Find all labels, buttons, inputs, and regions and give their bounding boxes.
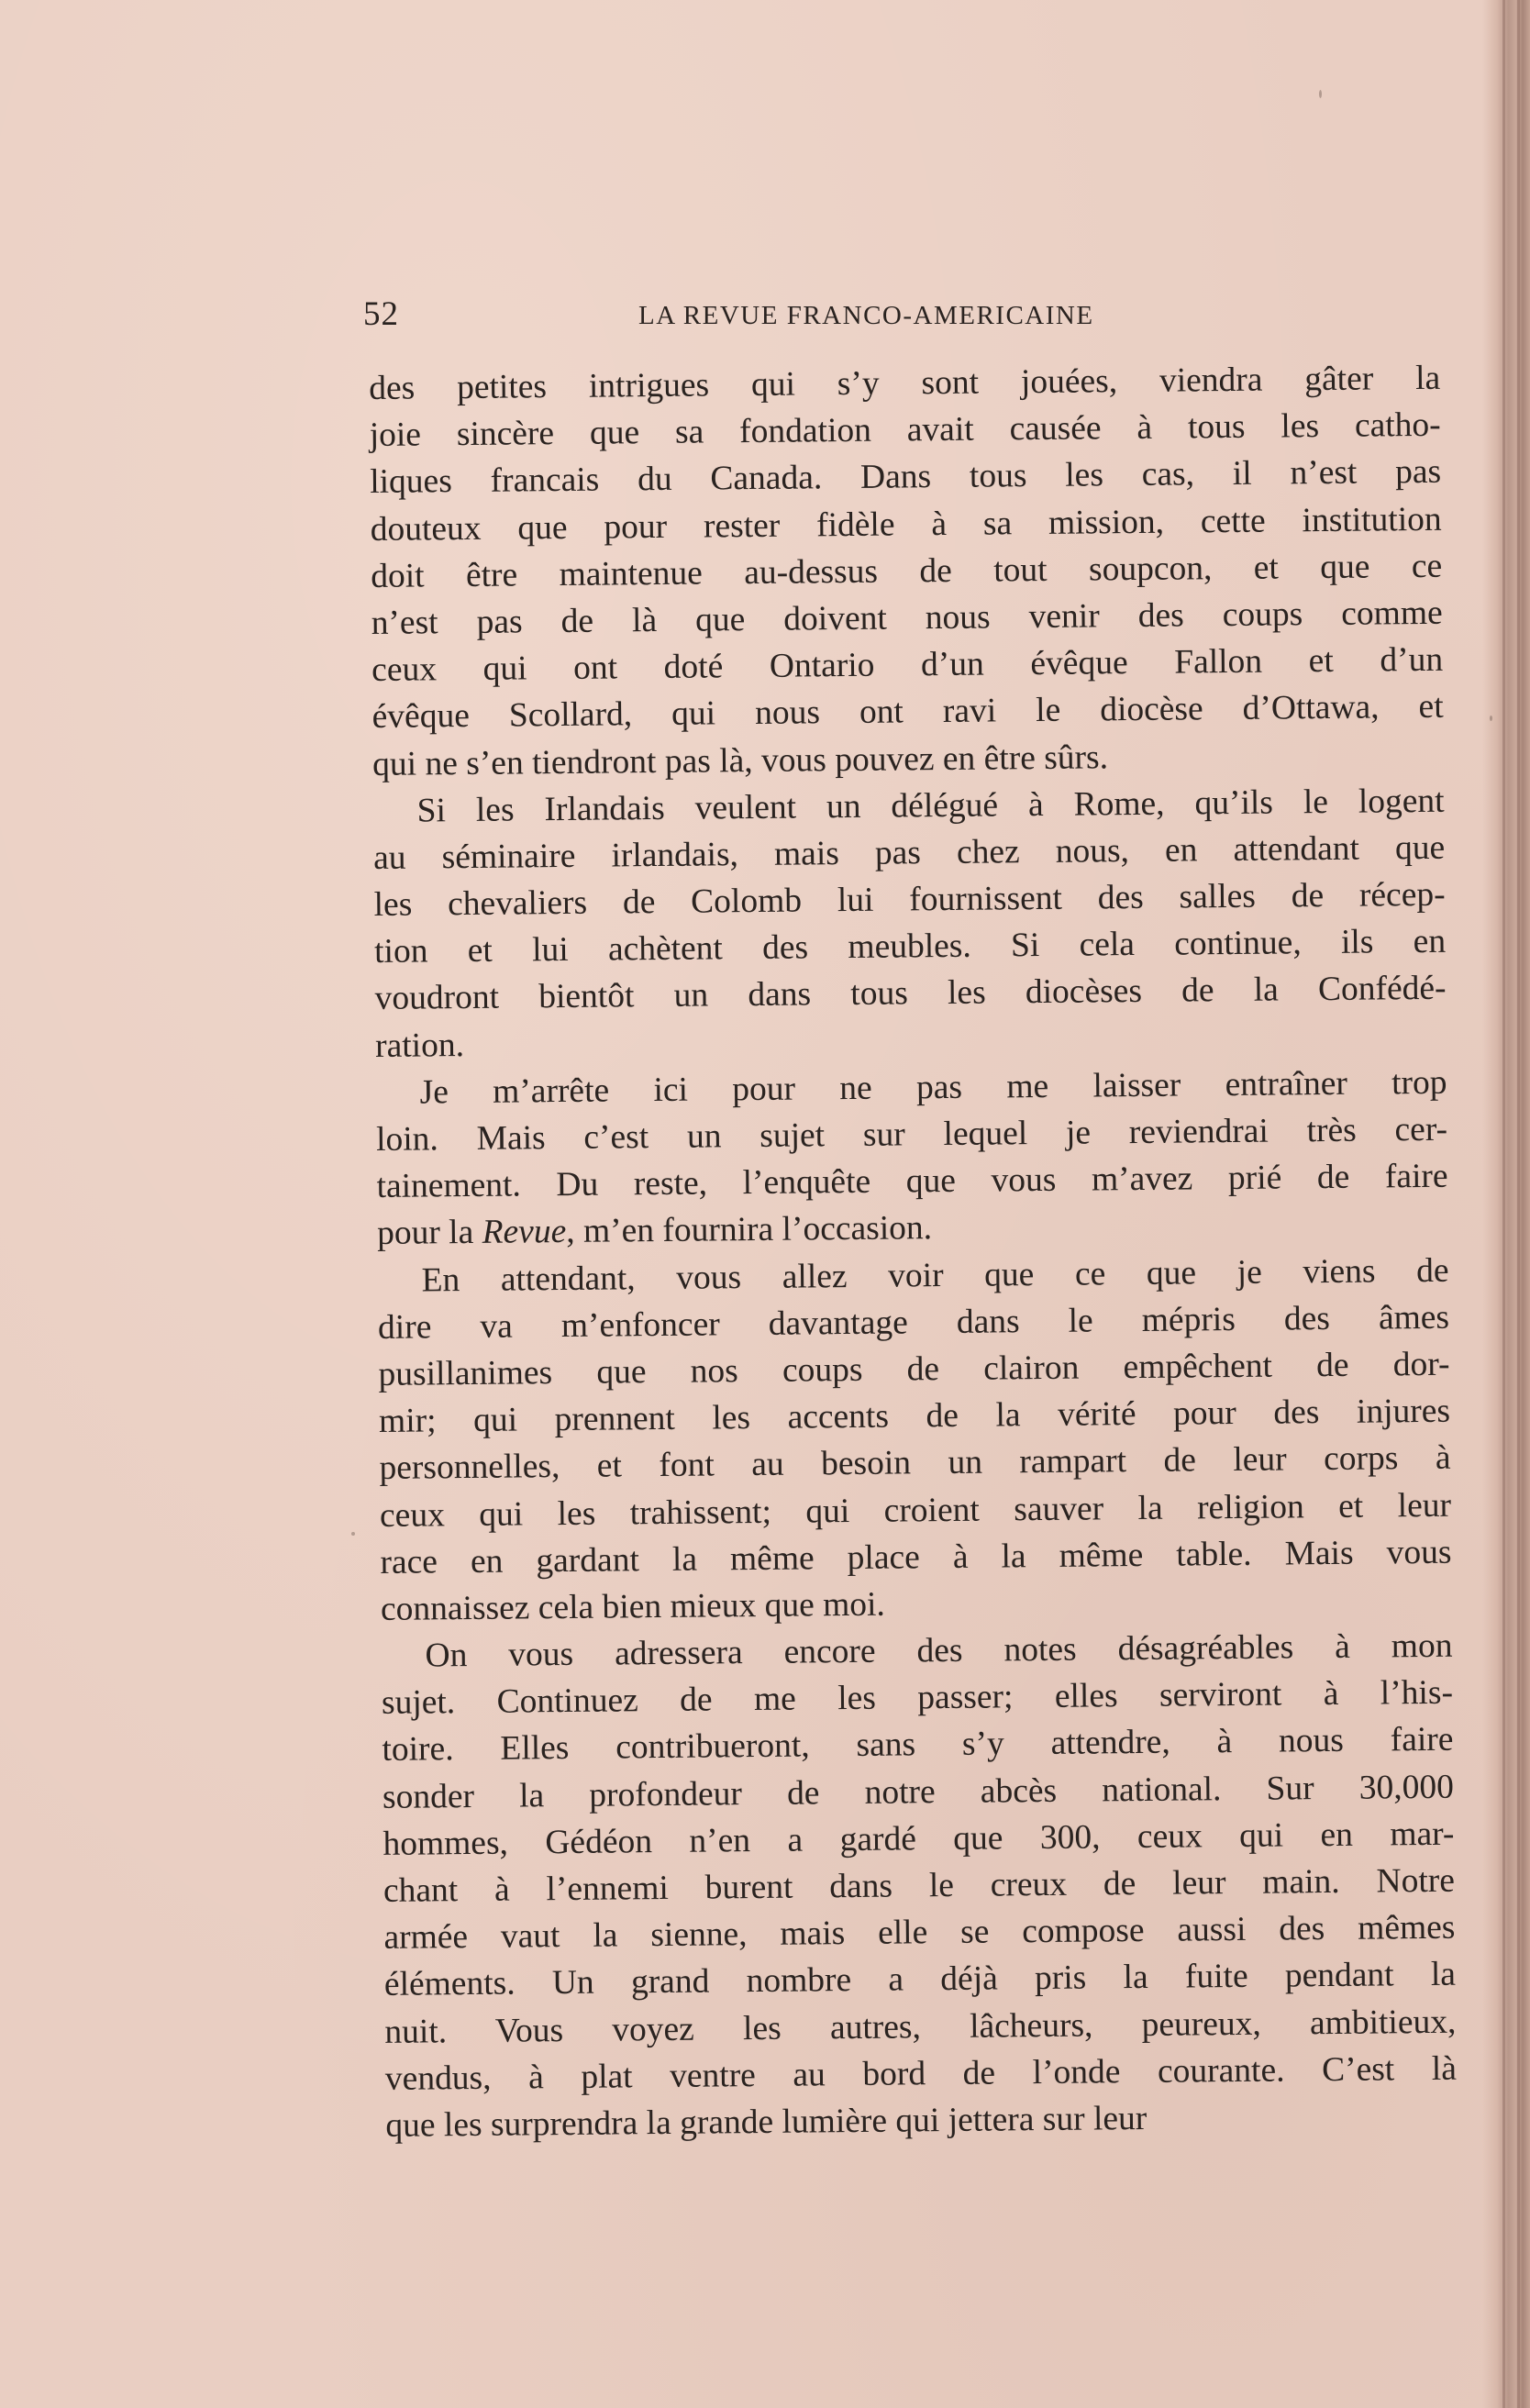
text-line: doit être maintenue au-dessus de tout soupcon, et que ce <box>371 547 1443 595</box>
paragraph <box>381 1623 1457 2149</box>
paragraph <box>369 355 1444 788</box>
text-line: éléments. Un grand nombre a déjà pris la fuite pendant la <box>383 1956 1457 2004</box>
text-line: tainement. Du reste, l’enquête que vous m’avez prié de faire <box>376 1157 1448 1206</box>
paragraph <box>372 777 1447 1069</box>
text-line: pusillanimes que nos coups de clairon empêchent de dor- <box>378 1345 1450 1393</box>
text-line: pour la Revue, m’en fournira l’occasion. <box>376 1209 933 1253</box>
text-line: des petites intrigues qui s’y sont jouées, viendra gâter la <box>369 359 1441 407</box>
text-line: On vous adressera encore des notes désagréables à mon <box>425 1626 1453 1675</box>
text-line: hommes, Gédéon n’en a gardé que 300, ceux qui en mar- <box>382 1814 1455 1863</box>
binding-line <box>1517 0 1520 2408</box>
text-line: Si les Irlandais veulent un délégué à Rome, qu’ils le logent <box>416 782 1445 830</box>
text-line: ceux qui ont doté Ontario d’un évêque Fallon et d’un <box>371 640 1444 690</box>
text-line: En attendant, vous allez voir que ce que je viens de <box>421 1251 1449 1300</box>
text-line: évêque Scollard, qui nous ont ravi le diocèse d’Ottawa, et <box>371 688 1444 737</box>
text-line: sujet. Continuez de me les passer; elles serviront à l’his- <box>381 1673 1454 1723</box>
journal-name-italic: Revue <box>482 1213 567 1252</box>
text-line: vendus, à plat ventre au bord de l’onde courante. C’est là <box>384 2049 1458 2098</box>
binding-line <box>1502 0 1505 2408</box>
text-line: n’est pas de là que doivent nous venir des coups comme <box>371 594 1443 642</box>
body-text <box>369 355 1458 2149</box>
paragraph <box>375 1060 1448 1258</box>
text-line: au séminaire irlandais, mais pas chez nous, en attendant que <box>372 828 1446 877</box>
text-line: douteux que pour rester fidèle à sa mission, cette institution <box>370 500 1442 549</box>
paper-speck <box>351 1532 355 1536</box>
page-binding-edge <box>1482 0 1530 2408</box>
page-number: 52 <box>363 295 399 333</box>
text-line: armée vaut la sienne, mais elle se compose aussi des mêmes <box>383 1908 1456 1958</box>
text-line: personnelles, et font au besoin un rampart de leur corps à <box>379 1439 1451 1488</box>
text-line: voudront bientôt un dans tous les diocèses de la Confédé- <box>374 970 1447 1018</box>
text-line: les chevaliers de Colomb lui fournissent des salles de récep- <box>373 875 1446 925</box>
text-line: ration. <box>374 1026 465 1065</box>
text-line: dire va m’enfoncer davantage dans le mépris des âmes <box>377 1298 1450 1347</box>
text-line: chant à l’ennemi burent dans le creux de leur main. Notre <box>382 1861 1456 1910</box>
page-header <box>363 292 1170 338</box>
text-line: tion et lui achètent des meubles. Si cela continue, ils en <box>373 923 1447 971</box>
text-line: Je m’arrête ici pour ne pas me laisser entraîner trop <box>419 1063 1447 1112</box>
text-line: qui ne s’en tiendront pas là, vous pouvez en être sûrs. <box>371 738 1109 783</box>
text-line: connaissez cela bien mieux que moi. <box>380 1585 886 1628</box>
text-line: nuit. Vous voyez les autres, lâcheurs, peureux, ambitieux, <box>384 2003 1457 2051</box>
text-line: joie sincère que sa fondation avait causée à tous les catho- <box>369 405 1441 455</box>
text-line: ceux qui les trahissent; qui croient sauver la religion et leur <box>379 1486 1452 1535</box>
text-line: mir; qui prennent les accents de la vérité pour des injures <box>378 1392 1451 1441</box>
text-line: sonder la profondeur de notre abcès national. Sur 30,000 <box>382 1768 1455 1816</box>
text-line: loin. Mais c’est un sujet sur lequel je reviendrai très cer- <box>375 1110 1448 1159</box>
text-line: race en gardant la même place à la même table. Mais vous <box>380 1533 1452 1581</box>
paragraph <box>377 1247 1452 1633</box>
paper-speck <box>1490 716 1492 721</box>
paper-speck <box>1319 90 1322 98</box>
text-line: liques francais du Canada. Dans tous les cas, il n’est pas <box>370 453 1442 502</box>
text-line: toire. Elles contribueront, sans s’y attendre, à nous faire <box>382 1721 1454 1770</box>
text-line: que les surprendra la grande lumière qui jettera sur leur <box>385 2099 1148 2145</box>
running-head: LA REVUE FRANCO-AMERICAINE <box>638 301 1094 330</box>
